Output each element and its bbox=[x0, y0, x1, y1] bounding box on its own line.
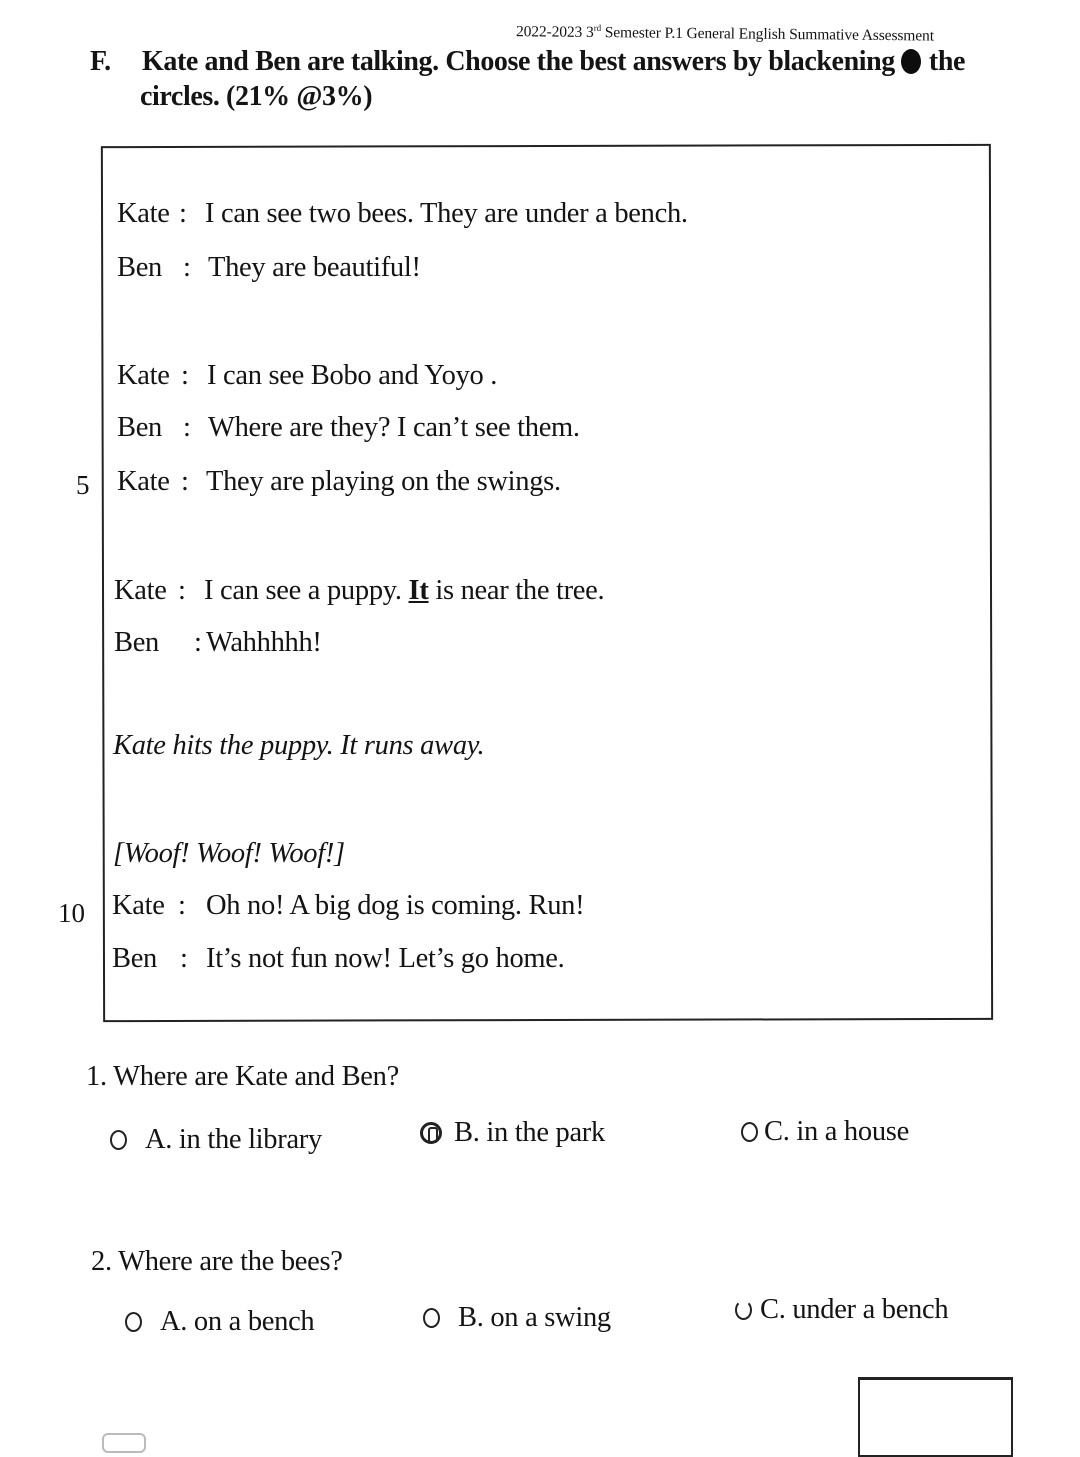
dialogue-text: Where are they? I can’t see them. bbox=[208, 412, 580, 443]
speaker-colon: : bbox=[181, 360, 189, 391]
dialogue-line bbox=[117, 252, 421, 284]
q2-option-a[interactable] bbox=[125, 1306, 314, 1338]
answer-circle-icon[interactable] bbox=[110, 1130, 127, 1150]
speaker-name: Kate bbox=[117, 466, 170, 497]
section-letter: F. bbox=[90, 46, 111, 77]
speaker-name: Ben bbox=[114, 627, 160, 658]
option-label: B. on a swing bbox=[458, 1302, 611, 1333]
speaker-name: Kate bbox=[117, 360, 170, 391]
dialogue-line bbox=[112, 943, 564, 975]
page-corner-mark bbox=[102, 1433, 146, 1453]
header-year: 2022-2023 bbox=[515, 23, 583, 41]
dialogue-line bbox=[114, 575, 604, 607]
marked-answer-circle-icon[interactable] bbox=[420, 1122, 442, 1144]
instruction-line-1 bbox=[90, 44, 1040, 79]
line-number: 10 bbox=[58, 898, 85, 928]
assessment-header bbox=[516, 22, 934, 46]
dialogue-text: They are playing on the swings. bbox=[206, 466, 561, 497]
question-text: Where are the bees? bbox=[118, 1246, 343, 1277]
option-label: A. on a bench bbox=[160, 1306, 315, 1337]
question-number: 1. bbox=[86, 1061, 107, 1092]
question-1 bbox=[86, 1061, 399, 1093]
header-title: Semester P.1 General English Summative Assessment bbox=[604, 24, 935, 45]
speaker-name: Ben bbox=[112, 943, 158, 974]
speaker-colon: : bbox=[179, 198, 187, 229]
q1-option-a[interactable] bbox=[110, 1124, 322, 1156]
question-text: Where are Kate and Ben? bbox=[113, 1061, 399, 1092]
dialogue-line bbox=[117, 198, 688, 230]
dialogue-text: They are beautiful! bbox=[208, 252, 421, 283]
speaker-colon: : bbox=[178, 890, 186, 921]
instruction-text: Kate and Ben are talking. Choose the best answers by blackening bbox=[142, 46, 895, 77]
q1-option-c[interactable] bbox=[741, 1116, 909, 1148]
header-semester-ordinal: 3 bbox=[585, 23, 594, 41]
q1-option-b[interactable] bbox=[420, 1117, 605, 1149]
option-label: C. in a house bbox=[764, 1116, 909, 1147]
answer-circle-icon[interactable] bbox=[741, 1122, 758, 1142]
narration-line: Kate hits the puppy. It runs away. bbox=[113, 730, 485, 761]
line-number: 5 bbox=[76, 470, 90, 500]
narration-line: [Woof! Woof! Woof!] bbox=[113, 838, 345, 869]
dialogue-text: I can see a puppy. bbox=[204, 575, 402, 606]
header-semester-suffix: rd bbox=[593, 22, 602, 33]
speaker-colon: : bbox=[183, 412, 191, 443]
speaker-colon: : bbox=[180, 943, 188, 974]
filled-circle-icon bbox=[901, 49, 921, 74]
speaker-colon: : bbox=[178, 575, 186, 606]
option-label: B. in the park bbox=[454, 1117, 605, 1148]
speaker-name: Kate bbox=[114, 575, 167, 606]
dialogue-text: I can see two bees. They are under a bench. bbox=[205, 198, 688, 229]
dialogue-text: Oh no! A big dog is coming. Run! bbox=[206, 890, 585, 921]
speaker-colon: : bbox=[183, 252, 191, 283]
dialogue-line bbox=[114, 627, 322, 659]
dialogue-text: is near the tree. bbox=[435, 575, 605, 606]
speaker-name: Ben bbox=[117, 252, 163, 283]
speaker-name: Ben bbox=[117, 412, 163, 443]
q2-option-c[interactable] bbox=[735, 1294, 948, 1326]
dialogue-text: It’s not fun now! Let’s go home. bbox=[206, 943, 565, 974]
question-2 bbox=[91, 1246, 343, 1278]
dialogue-text: Wahhhhh! bbox=[206, 627, 322, 658]
score-box bbox=[858, 1377, 1013, 1457]
speaker-colon: : bbox=[194, 627, 202, 658]
dialogue-line bbox=[117, 466, 561, 498]
option-label: A. in the library bbox=[145, 1124, 322, 1155]
speaker-name: Kate bbox=[117, 198, 170, 229]
speaker-name: Kate bbox=[112, 890, 165, 921]
dialogue-line bbox=[117, 412, 580, 444]
option-label: C. under a bench bbox=[760, 1294, 949, 1325]
dialogue-line bbox=[112, 890, 584, 922]
dialogue-line bbox=[117, 360, 497, 392]
speaker-colon: : bbox=[181, 466, 189, 497]
question-number: 2. bbox=[91, 1246, 112, 1277]
q2-option-b[interactable] bbox=[423, 1302, 611, 1334]
answer-circle-icon[interactable] bbox=[125, 1312, 142, 1332]
answer-circle-icon[interactable] bbox=[423, 1308, 440, 1328]
instruction-text-tail: the bbox=[928, 46, 966, 77]
section-instruction bbox=[90, 44, 1040, 114]
instruction-line-2: circles. (21% @3%) bbox=[140, 81, 373, 112]
underlined-word: It bbox=[408, 575, 429, 606]
dialogue-text: I can see Bobo and Yoyo . bbox=[207, 360, 498, 391]
answer-circle-icon[interactable] bbox=[735, 1300, 752, 1320]
